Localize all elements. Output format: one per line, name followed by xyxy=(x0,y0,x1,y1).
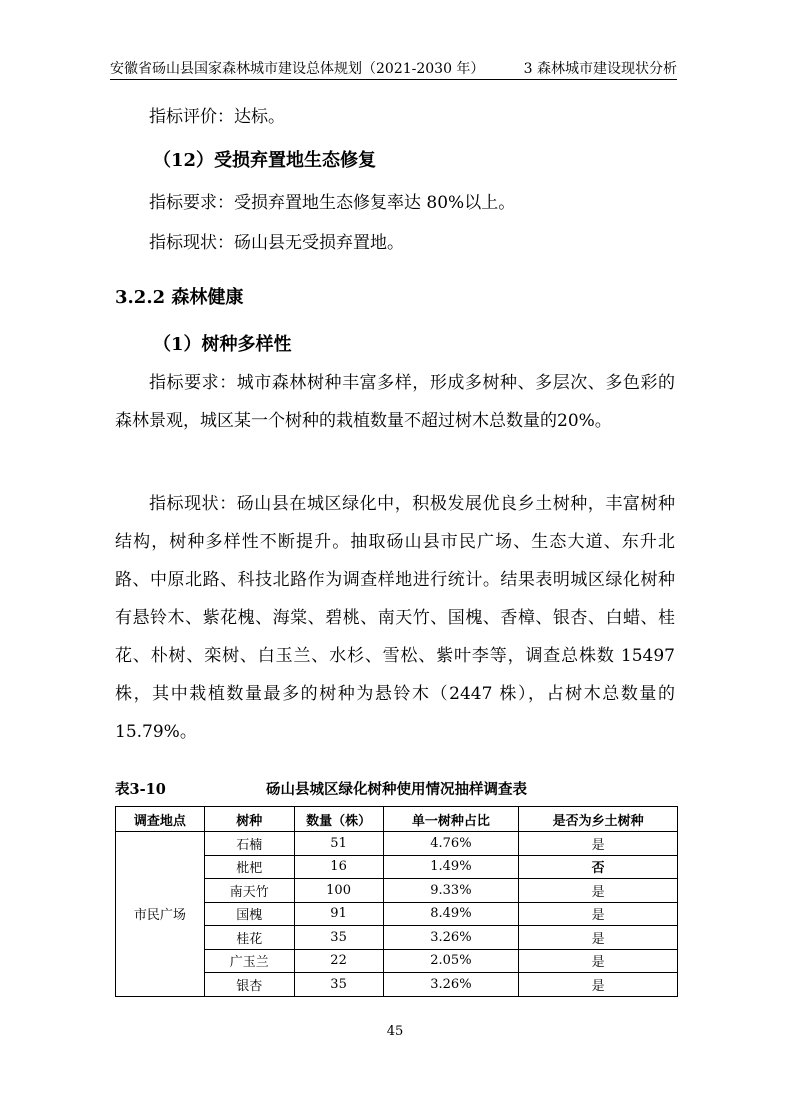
ratio-cell: 9.33% xyxy=(383,879,519,903)
native-cell: 是 xyxy=(519,949,678,973)
species-cell: 石楠 xyxy=(204,832,294,856)
requirement-1: 指标要求：城市森林树种丰富多样，形成多树种、多层次、多色彩的森林景观，城区某一个树种的栽植数量不超过树木总数量的20%。 xyxy=(115,373,675,431)
species-cell: 枇杷 xyxy=(204,855,294,879)
header-document-title: 安徽省砀山县国家森林城市建设总体规划（2021-2030 年） xyxy=(110,61,485,77)
ratio-cell: 3.26% xyxy=(383,926,519,950)
count-cell: 16 xyxy=(294,855,383,879)
header-rule xyxy=(110,79,677,80)
section-322-heading: 3.2.2 森林健康 xyxy=(115,287,244,308)
column-header: 数量（株） xyxy=(294,807,383,832)
count-cell: 22 xyxy=(294,949,383,973)
page-header xyxy=(110,58,677,78)
section-1-heading: （1）树种多样性 xyxy=(153,334,292,355)
status-12: 指标现状：砀山县无受损弃置地。 xyxy=(149,233,404,253)
table-row xyxy=(116,832,678,856)
column-header: 是否为乡土树种 xyxy=(519,807,678,832)
ratio-cell: 3.26% xyxy=(383,973,519,997)
count-cell: 100 xyxy=(294,879,383,903)
column-header: 树种 xyxy=(204,807,294,832)
native-cell: 是 xyxy=(519,879,678,903)
count-cell: 35 xyxy=(294,973,383,997)
native-cell: 是 xyxy=(519,926,678,950)
evaluation-line: 指标评价：达标。 xyxy=(149,107,285,127)
ratio-cell: 8.49% xyxy=(383,902,519,926)
column-header: 单一树种占比 xyxy=(383,807,519,832)
species-cell: 桂花 xyxy=(204,926,294,950)
ratio-cell: 2.05% xyxy=(383,949,519,973)
count-cell: 35 xyxy=(294,926,383,950)
table-header-row xyxy=(116,807,678,832)
header-chapter-title: 3 森林城市建设现状分析 xyxy=(523,61,677,77)
species-cell: 南天竹 xyxy=(204,879,294,903)
species-cell: 广玉兰 xyxy=(204,949,294,973)
ratio-cell: 1.49% xyxy=(383,855,519,879)
count-cell: 51 xyxy=(294,832,383,856)
species-survey-table xyxy=(115,806,678,997)
native-cell: 否 xyxy=(519,855,678,879)
table-title: 砀山县城区绿化树种使用情况抽样调查表 xyxy=(266,781,527,798)
location-cell: 市民广场 xyxy=(116,832,205,997)
native-cell: 是 xyxy=(519,902,678,926)
table-caption xyxy=(115,778,675,800)
status-1: 指标现状：砀山县在城区绿化中，积极发展优良乡土树种，丰富树种结构，树种多样性不断提升。抽取砀山县市民广场、生态大道、东升北路、中原北路、科技北路作为调查样地进行统计。结果表明城区绿化树种有悬铃木、紫花槐、海棠、碧桃、南天竹、国槐、香樟、银杏、白蜡、桂花、朴树、栾树、白玉兰、水杉、雪松、紫叶李等，调查总株数 15497 株，其中栽植数量最多的树种为悬铃木（2447 株），占树木总数量的 15.79%。 xyxy=(115,494,675,742)
native-cell: 是 xyxy=(519,832,678,856)
species-cell: 国槐 xyxy=(204,902,294,926)
requirement-12: 指标要求：受损弃置地生态修复率达 80%以上。 xyxy=(149,193,516,213)
table-number: 表3-10 xyxy=(115,781,166,798)
species-cell: 银杏 xyxy=(204,973,294,997)
count-cell: 91 xyxy=(294,902,383,926)
ratio-cell: 4.76% xyxy=(383,832,519,856)
native-cell: 是 xyxy=(519,973,678,997)
section-12-heading: （12）受损弃置地生态修复 xyxy=(153,150,377,171)
page-number: 45 xyxy=(386,1024,404,1039)
column-header: 调查地点 xyxy=(116,807,205,832)
